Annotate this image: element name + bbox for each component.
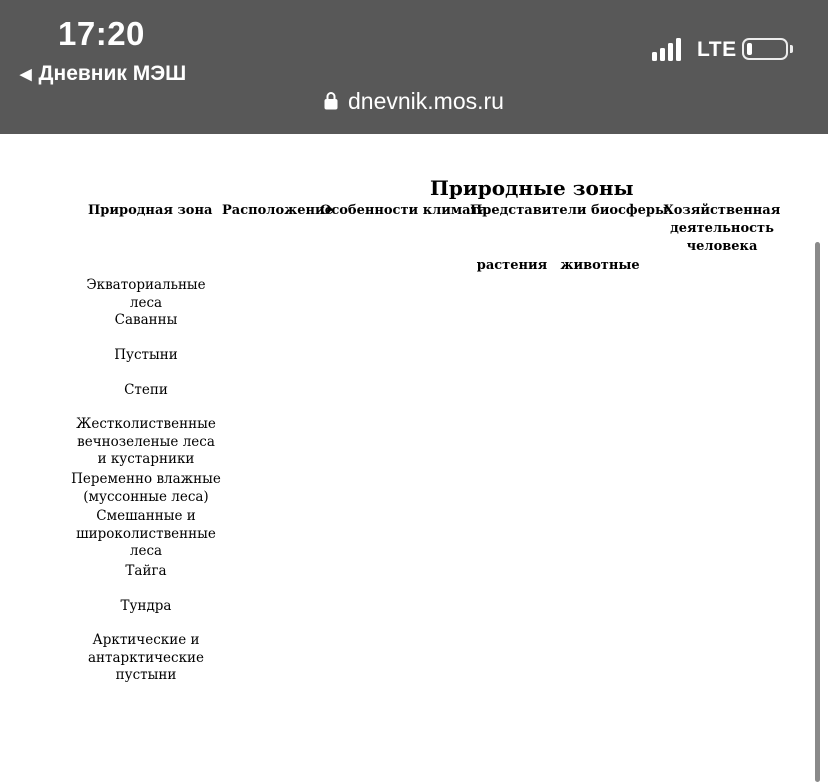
zone-row-equatorial: Экваториальные леса (86, 277, 206, 311)
header-location: Расположение (222, 203, 333, 218)
zone-row-desert: Пустыни (114, 347, 178, 363)
battery-icon (742, 38, 788, 60)
address-bar[interactable] (0, 88, 828, 115)
header-biosphere: Представители биосферы (470, 203, 669, 218)
back-triangle-icon: ◀ (20, 66, 32, 83)
zone-row-steppe: Степи (124, 382, 168, 398)
clock: 17:20 (58, 15, 145, 52)
header-economy: Хозяйственная деятельность человека (663, 203, 781, 254)
zone-row-monsoon: Переменно влажные (муссонные леса) (71, 471, 221, 505)
battery-tip (790, 45, 793, 53)
zone-row-sclerophyll: Жестколиственные вечнозеленые леса и кустарники (76, 416, 216, 467)
scrollbar[interactable] (815, 242, 820, 782)
back-app-label: Дневник МЭШ (38, 62, 187, 85)
url-text: dnevnik.mos.ru (348, 88, 504, 114)
battery-level (747, 43, 752, 55)
page-title: Природные зоны (430, 176, 634, 200)
zone-row-taiga: Тайга (125, 563, 167, 579)
header-zone: Природная зона (88, 203, 213, 218)
status-bar (0, 0, 828, 134)
network-type: LTE (697, 38, 737, 61)
header-plants: растения (476, 258, 548, 273)
header-animals: животные (560, 258, 640, 273)
header-climate: Особенности климата (320, 203, 488, 218)
zone-row-mixed: Смешанные и широколиственные леса (76, 508, 216, 559)
back-to-app-button[interactable] (20, 62, 186, 86)
lock-icon (324, 91, 338, 110)
zone-row-tundra: Тундра (120, 598, 172, 614)
cellular-signal-icon (652, 38, 681, 61)
zone-row-arctic: Арктические и антарктические пустыни (87, 632, 204, 683)
zone-row-savanna: Саванны (114, 312, 178, 328)
